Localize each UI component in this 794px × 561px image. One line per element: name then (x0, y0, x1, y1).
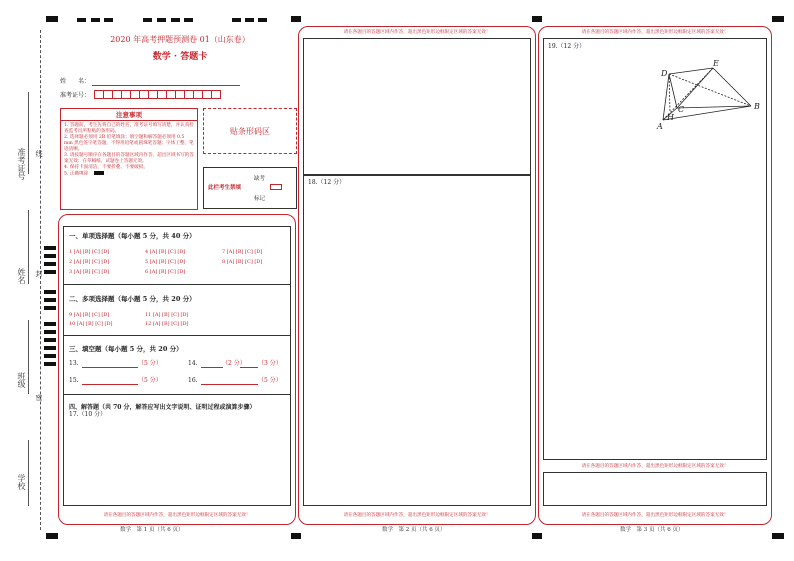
timing-mark (44, 254, 56, 258)
section3-title: 三、填空题（每小题 5 分，共 20 分） (69, 345, 183, 353)
side-label-secret: 密 (35, 394, 43, 401)
answer-area-q19-bottom (543, 472, 767, 506)
mc-item[interactable]: 3 [A] [B] [C] [D] (69, 269, 110, 275)
registration-mark (46, 533, 58, 539)
timing-mark (44, 246, 56, 250)
absent-box (203, 167, 297, 209)
warning-text: 请在各题目的答题区域内作答，超出黑色矩形边框限定区域的答案无效！ (581, 513, 729, 518)
barcode-area (203, 108, 297, 154)
figure-label-a: A (657, 122, 663, 131)
section1-title: 一、单项选择题（每小题 5 分，共 40 分） (69, 232, 196, 240)
mc-item[interactable]: 2 [A] [B] [C] [D] (69, 259, 110, 265)
digit-box[interactable] (211, 90, 221, 99)
warning-text: 请在各题目的答题区域内作答，超出黑色矩形边框限定区域的答案无效！ (103, 513, 251, 518)
figure-label-d: D (661, 69, 668, 78)
registration-mark (91, 18, 100, 22)
timing-mark (44, 346, 56, 350)
name-label: 姓 名： (60, 78, 91, 85)
geometry-figure (655, 58, 767, 132)
q13-label: 13. (69, 360, 79, 367)
figure-label-e: E (713, 59, 719, 68)
figure-label-h: H (667, 113, 674, 122)
registration-mark (77, 18, 86, 22)
registration-mark (157, 18, 166, 22)
q13-score: （5 分） (138, 360, 162, 367)
registration-mark (532, 533, 542, 539)
mc-item[interactable]: 8 [A] [B] [C] [D] (222, 259, 263, 265)
warning-text: 请在各题目的答题区域内作答，超出黑色矩形边框限定区域的答案无效！ (581, 30, 729, 35)
mc-item[interactable]: 7 [A] [B] [C] [D] (222, 249, 263, 255)
registration-mark (772, 533, 784, 539)
mc-item[interactable]: 9 [A] [B] [C] [D] (69, 312, 110, 318)
divider (63, 284, 291, 285)
q16-score: （5 分） (258, 377, 282, 384)
absent-checkbox[interactable] (270, 184, 282, 190)
warning-text: 请在各题目的答题区域内作答，超出黑色矩形边框限定区域的答案无效！ (343, 30, 491, 35)
q14-answer-line-2[interactable] (240, 367, 258, 368)
timing-mark (44, 306, 56, 310)
divider (63, 335, 291, 336)
timing-mark (44, 290, 56, 294)
mc-item[interactable]: 11 [A] [B] [C] [D] (145, 312, 189, 318)
timing-mark (44, 338, 56, 342)
divider (63, 394, 291, 395)
side-underline (28, 320, 29, 394)
registration-mark (232, 18, 241, 22)
registration-mark (104, 18, 113, 22)
registration-mark (245, 18, 254, 22)
figure-label-b: B (754, 102, 760, 111)
q14-score: （3 分） (258, 360, 282, 367)
notes-title: 注意事项 (61, 109, 197, 121)
note-item: 2. 选择题必须用 2B 铅笔填涂；填空题和解答题必须用 0.5 mm 黑色签字笔答题，不得用铅笔或圆珠笔答题；字体工整、笔迹清晰。 (64, 135, 194, 152)
q17-label: 17.（10 分） (69, 411, 107, 418)
q14-score-mid: （2 分） (222, 360, 246, 367)
mc-item[interactable]: 10 [A] [B] [C] [D] (69, 321, 113, 327)
registration-mark (171, 18, 180, 22)
exam-id-boxes[interactable] (94, 90, 220, 99)
q15-label: 15. (69, 377, 79, 384)
side-label-exam-id: 准考证号 (17, 148, 26, 180)
side-label-school: 学校 (17, 474, 26, 490)
registration-mark (258, 18, 267, 22)
note-item: 5. 正确填涂 (64, 171, 89, 177)
q15-score: （5 分） (138, 377, 162, 384)
q13-answer-line[interactable] (82, 367, 138, 368)
registration-mark (143, 18, 152, 22)
side-label-seal: 封 (35, 270, 43, 277)
page-footer: 数学 第 1 页（共 6 页） (120, 527, 184, 533)
side-label-line: 线 (35, 150, 43, 157)
note-item: 4. 保持卡面清洁，不要折叠、不要破损。 (64, 165, 148, 170)
note-item: 1. 答题前，考生先将自己的姓名，准考证号填写清楚，并认真检查监考员所粘贴的条形码。 (64, 123, 194, 134)
q15-answer-line[interactable] (82, 384, 138, 385)
q14-label: 14. (188, 360, 198, 367)
timing-mark (44, 354, 56, 358)
mc-item[interactable]: 5 [A] [B] [C] [D] (145, 259, 186, 265)
filled-sample-mark (94, 171, 104, 175)
note-item: 3. 请按题号顺序在各题目的答题区域内作答，超出区域书写的答案无效；在草稿纸、试题卷上答题无效。 (64, 153, 194, 164)
timing-mark (44, 270, 56, 274)
barcode-label: 贴条形码区 (230, 126, 270, 136)
registration-mark (291, 533, 301, 539)
absent-forbid-label: 此栏考生禁填 (208, 185, 242, 191)
mc-item[interactable]: 12 [A] [B] [C] [D] (145, 321, 189, 327)
absent-mark-label: 标记 (254, 196, 266, 202)
page-footer: 数学 第 2 页（共 6 页） (382, 527, 446, 533)
section4-title: 四、解答题（共 70 分，解答应写出文字说明、证明过程或演算步骤） (69, 404, 256, 411)
registration-mark (291, 16, 301, 22)
timing-mark (44, 298, 56, 302)
notes-box (60, 108, 198, 210)
figure-label-c: C (678, 105, 685, 114)
side-underline (28, 210, 29, 284)
side-underline (28, 440, 29, 506)
answer-area-q18 (303, 175, 531, 506)
q18-label: 18.（12 分） (308, 179, 346, 186)
timing-mark (44, 322, 56, 326)
q16-label: 16. (188, 377, 198, 384)
mc-item[interactable]: 1 [A] [B] [C] [D] (69, 249, 110, 255)
registration-mark (184, 18, 193, 22)
answer-area-q-prev (303, 38, 531, 175)
mc-item[interactable]: 4 [A] [B] [C] [D] (145, 249, 186, 255)
section2-title: 二、多项选择题（每小题 5 分，共 20 分） (69, 295, 196, 303)
exam-id-label: 准考证号： (60, 92, 91, 99)
timing-mark (44, 362, 56, 366)
absent-mark-label: 缺考 (254, 176, 266, 182)
timing-mark (44, 330, 56, 334)
mc-item[interactable]: 6 [A] [B] [C] [D] (145, 269, 186, 275)
side-label-name: 姓名 (17, 268, 26, 284)
answer-area-p1 (63, 226, 291, 506)
timing-mark (44, 262, 56, 266)
registration-mark (46, 16, 58, 22)
page-title: 2020 年高考押题预测卷 01（山东卷） (110, 35, 250, 44)
warning-text: 请在各题目的答题区域内作答，超出黑色矩形边框限定区域的答案无效！ (581, 464, 729, 469)
q19-label: 19.（12 分） (548, 43, 586, 50)
page-footer: 数学 第 3 页（共 6 页） (620, 527, 684, 533)
registration-mark (772, 16, 784, 22)
q16-answer-line[interactable] (201, 384, 258, 385)
binding-line (40, 30, 41, 530)
q14-answer-line-1[interactable] (201, 367, 223, 368)
warning-text: 请在各题目的答题区域内作答，超出黑色矩形边框限定区域的答案无效！ (343, 513, 491, 518)
registration-mark (532, 16, 542, 22)
name-field[interactable] (92, 85, 240, 86)
side-label-class: 班级 (17, 372, 26, 388)
side-underline (28, 92, 29, 174)
page-subtitle: 数学 · 答题卡 (152, 52, 208, 62)
